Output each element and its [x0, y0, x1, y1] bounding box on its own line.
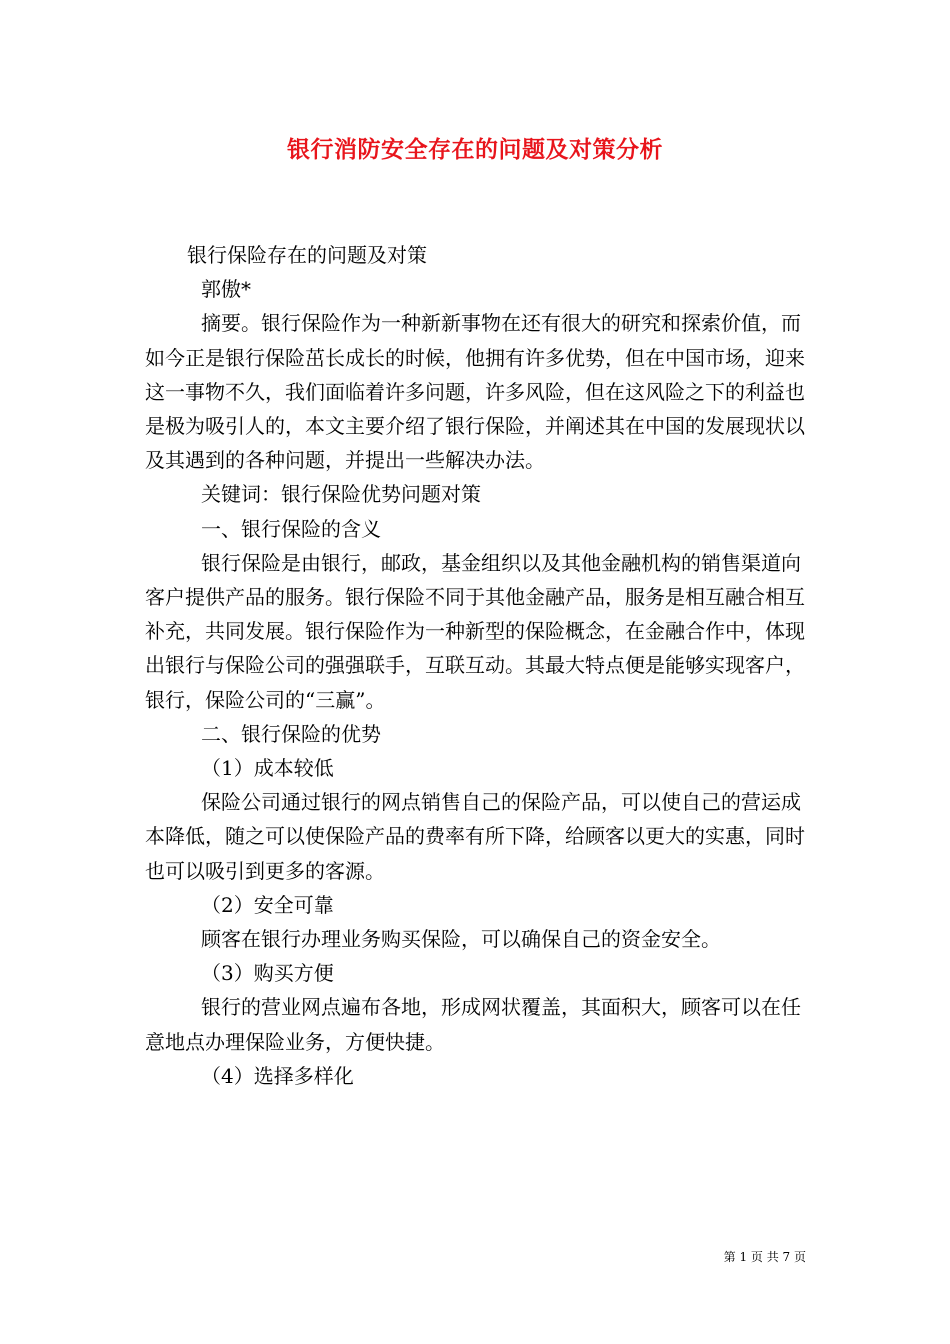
body-paragraph: 银行保险是由银行，邮政，基金组织以及其他金融机构的销售渠道向客户提供产品的服务。银行保险不同于其他金融产品，服务是相互融合相互补充，共同发展。银行保险作为一种新型的保险概念，在金融合作中，体现出银行与保险公司的强强联手，互联互动。其最大特点便是能够实现客户，银行，保险公司的“三赢”。	[145, 550, 805, 712]
abstract-paragraph: 摘要。银行保险作为一种新新事物在还有很大的研究和探索价值，而如今正是银行保险茁长成长的时候，他拥有许多优势，但在中国市场，迎来这一事物不久，我们面临着许多问题，许多风险，但在这风险之下的利益也是极为吸引人的，本文主要介绍了银行保险，并阐述其在中国的发展现状以及其遇到的各种问题，并提出一些解决办法。	[145, 311, 805, 473]
section-heading-1: 一、银行保险的含义	[201, 516, 381, 541]
subsection-heading-3: （3）购买方便	[201, 961, 334, 986]
subsection-heading-2: （2）安全可靠	[201, 892, 334, 917]
body-paragraph: 顾客在银行办理业务购买保险，可以确保自己的资金安全。	[201, 927, 721, 952]
keywords-line: 关键词：银行保险优势问题对策	[201, 482, 481, 507]
paper-heading: 银行保险存在的问题及对策	[187, 243, 427, 267]
subsection-heading-4: （4）选择多样化	[201, 1063, 354, 1088]
subsection-heading-1: （1）成本较低	[201, 756, 334, 781]
document-title: 银行消防安全存在的问题及对策分析	[287, 136, 663, 163]
body-paragraph: 银行的营业网点遍布各地，形成网状覆盖，其面积大，顾客可以在任意地点办理保险业务，方便快捷。	[145, 995, 801, 1054]
document-body	[145, 238, 807, 1093]
body-paragraph: 保险公司通过银行的网点销售自己的保险产品，可以使自己的营运成本降低，随之可以使保险产品的费率有所下降，给顾客以更大的实惠，同时也可以吸引到更多的客源。	[145, 790, 805, 883]
page-number-footer: 第 1 页 共 7 页	[723, 1250, 806, 1264]
section-heading-2: 二、银行保险的优势	[201, 721, 381, 746]
author-line: 郭傲*	[201, 277, 251, 302]
